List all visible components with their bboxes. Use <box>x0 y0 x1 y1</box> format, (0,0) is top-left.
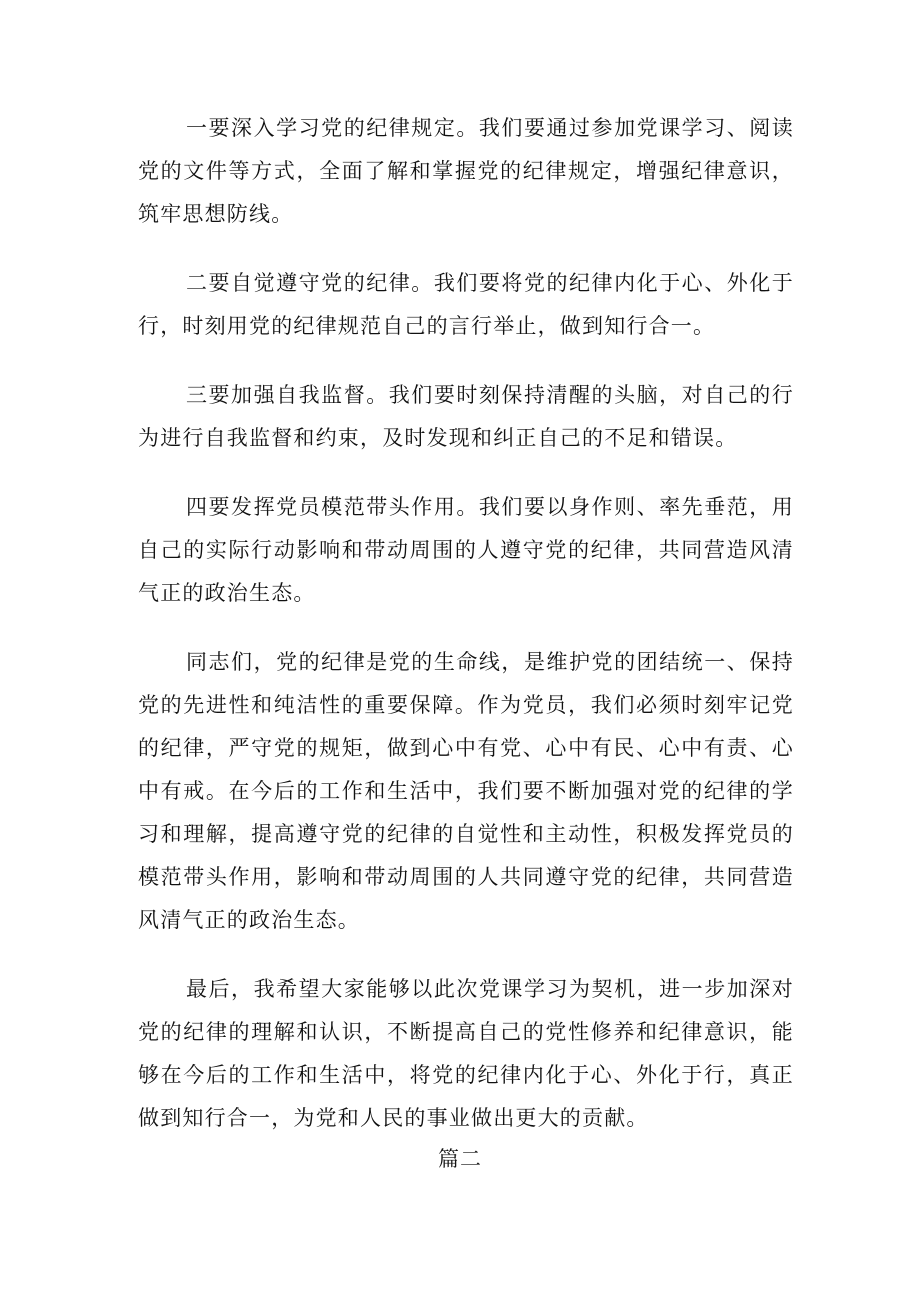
section-title: 篇二 <box>438 1147 482 1171</box>
paragraph-model-role: 四要发挥党员模范带头作用。我们要以身作则、率先垂范，用自己的实际行动影响和带动周围的人遵守党的纪律，共同营造风清气正的政治生态。 <box>138 495 794 605</box>
paragraph-comrades-summary: 同志们，党的纪律是党的生命线，是维护党的团结统一、保持党的先进性和纯洁性的重要保障。作为党员，我们必须时刻牢记党的纪律，严守党的规矩，做到心中有党、心中有民、心中有责、心中有戒。在今后的工作和生活中，我们要不断加强对党的纪律的学习和理解，提高遵守党的纪律的自觉性和主动性，积极发挥党员的模范带头作用，影响和带动周围的人共同遵守党的纪律，共同营造风清气正的政治生态。 <box>138 650 794 932</box>
paragraph-discipline-study: 一要深入学习党的纪律规定。我们要通过参加党课学习、阅读党的文件等方式，全面了解和掌握党的纪律规定，增强纪律意识，筑牢思想防线。 <box>138 116 794 226</box>
paragraph-self-supervision: 三要加强自我监督。我们要时刻保持清醒的头脑，对自己的行为进行自我监督和约束，及时发现和纠正自己的不足和错误。 <box>138 383 794 450</box>
paragraph-closing: 最后，我希望大家能够以此次党课学习为契机，进一步加深对党的纪律的理解和认识，不断提高自己的党性修养和纪律意识，能够在今后的工作和生活中，将党的纪律内化于心、外化于行，真正做到知行合一，为党和人民的事业做出更大的贡献。 <box>138 977 794 1130</box>
paragraph-discipline-observe: 二要自觉遵守党的纪律。我们要将党的纪律内化于心、外化于行，时刻用党的纪律规范自己的言行举止，做到知行合一。 <box>138 271 794 338</box>
document-body <box>138 107 794 1140</box>
